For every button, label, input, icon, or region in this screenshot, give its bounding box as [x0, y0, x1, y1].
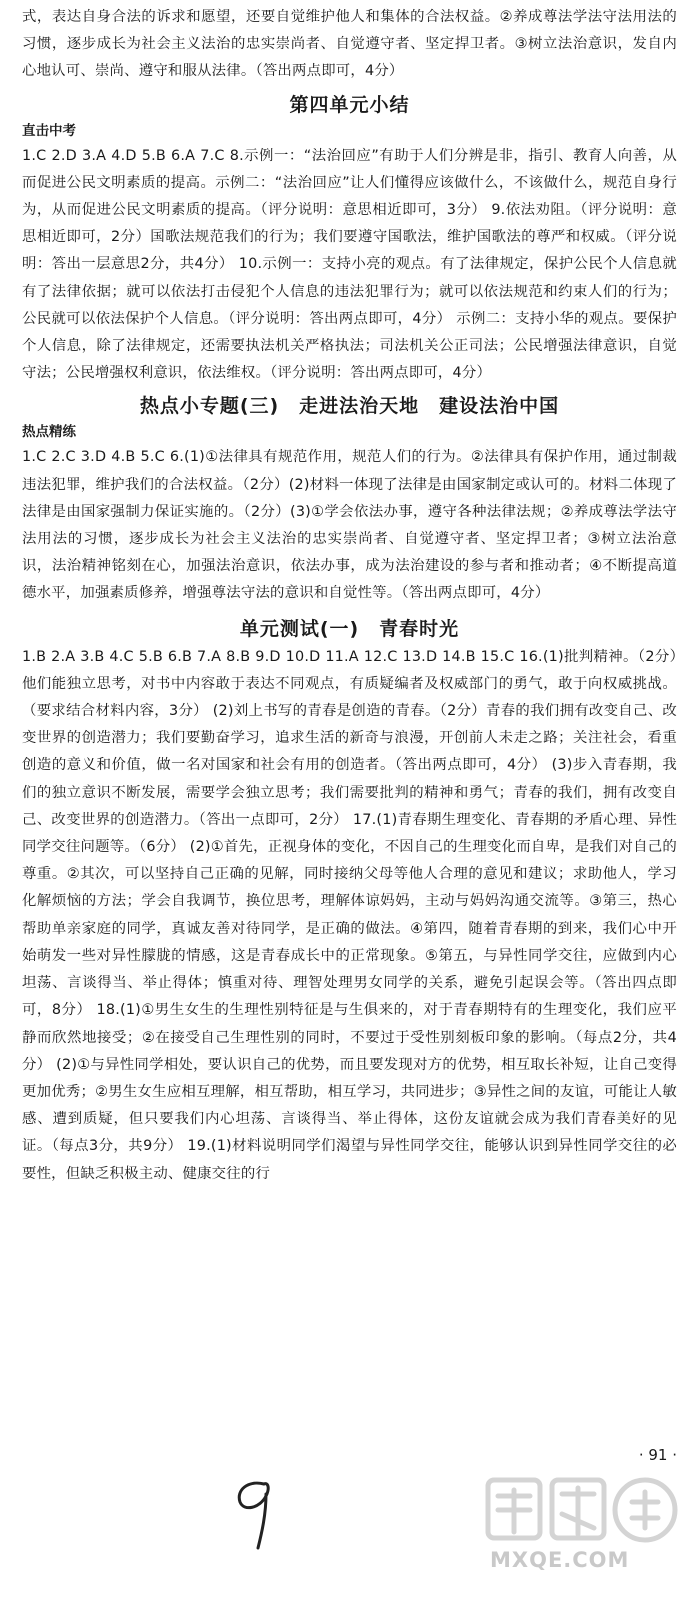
unit4-subheading: 直击中考 — [22, 122, 76, 139]
hotspot-subheading: 热点精练 — [22, 424, 76, 441]
handwritten-nine-icon — [226, 1474, 286, 1554]
watermark-logo — [480, 1470, 685, 1595]
answer-circle-logo-icon — [480, 1470, 685, 1550]
page-number: · 91 · — [638, 1446, 677, 1464]
hotspot-topic-title: 热点小专题(三) 走进法治天地 建设法治中国 — [139, 395, 560, 418]
unit-test-title: 单元测试(一) 青春时光 — [239, 617, 460, 640]
watermark-text: MXQE.COM — [490, 1548, 630, 1572]
unit4-summary-title: 第四单元小结 — [289, 93, 410, 116]
unit4-answers: 1.C 2.D 3.A 4.D 5.B 6.A 7.C 8.示例一：“法治回应”有助于人们分辨是非，指引、教育人向善，从而促进公民文明素质的提高。示例二：“法治回应”让人们懂得应该做什么，不该做什么，规范自身行为，从而促进公民文明素质的提高。（评分说明：意思相近即可，3分） 9.依法劝阻。（评分说明：意思相近即可，2分）国歌法规范我们的行为；我们要遵守国歌法，维护国歌法的尊严和权威。（评分说明：答出一层意思2分，共4分） 10.示例一：支持小亮的观点。有了法律规定，保护公民个人信息就有了法律依据；就可以依法打击侵犯个人信息的违法犯罪行为；就可以依法规范和约束人们的行为；公民就可以依法保护个人信息。（评分说明：答出两点即可，4分） 示例二：支持小华的观点。要保护个人信息，除了法律规定，还需要执法机关严格执法；司法机关公正司法；公民增强法律意识，自觉守法；公民增强权利意识，依法维权。（评分说明：答出两点即可，4分） — [22, 147, 677, 382]
unit-test-answers: 1.B 2.A 3.B 4.C 5.B 6.B 7.A 8.B 9.D 10.D 11.A 12.C 13.D 14.B 15.C 16.(1)批判精神。（2分）他们能独立思考，对书中内容敢于表达不同观点，有质疑编者及权威部门的勇气，敢于向权威挑战。（要求结合材料内容，3分） (2)刘上书写的青春是创造的青春。（2分）青春的我们拥有改变自己、改变世界的创造潜力；我们要勤奋学习，追求生活的新奇与浪漫，开创前人未走之路；关注社会，看重创造的意义和价值，做一名对国家和社会有用的创造者。（答出两点即可，4分） (3)步入青春期，我们的独立意识不断发展，需要学会独立思考；我们需要批判的精神和勇气；青春的我们，拥有改变自己、改变世界的创造潜力。（答出一点即可，2分） 17.(1)青春期生理变化、青春期的矛盾心理、异性同学交往问题等。（6分） (2)①首先，正视身体的变化，不因自己的生理变化而自卑，是我们对自己的尊重。②其次，可以坚持自己正确的见解，同时接纳父母等他人合理的意见和建议；求助他人，学习化解烦恼的方法；学会自我调节，换位思考，理解体谅妈妈，主动与妈妈沟通交流等。③第三，热心帮助单亲家庭的同学，真诚友善对待同学，是正确的做法。④第四，随着青春期的到来，我们心中开始萌发一些对异性朦胧的情感，这是青春成长中的正常现象。⑤第五，与异性同学交往，应做到内心坦荡、言谈得当、举止得体；慎重对待、理智处理男女同学的关系，避免引起误会等。（答出四点即可，8分） 18.(1)①男生女生的生理性别特征是与生俱来的，对于青春期特有的生理变化，我们应平静而欣然地接受；②在接受自己生理性别的同时，不要过于受性别刻板印象的影响。（每点2分，共4分） (2)①与异性同学相处，要认识自己的优势，而且要发现对方的优势，相互取长补短，让自己变得更加优秀；②男生女生应相互理解，相互帮助，相互学习，共同进步；③异性之间的友谊，可能让人敏感、遭到质疑，但只要我们内心坦荡、言谈得当、举止得体，这份友谊就会成为我们青春美好的见证。（每点3分，共9分） 19.(1)材料说明同学们渴望与异性同学交往，能够认识到异性同学交往的必要性，但缺乏积极主动、健康交往的行 — [22, 648, 677, 1182]
page-content — [22, 4, 677, 1188]
handwritten-mark — [226, 1474, 286, 1558]
intro-paragraph: 式，表达自身合法的诉求和愿望，还要自觉维护他人和集体的合法权益。②养成尊法学法守法用法的习惯，逐步成长为社会主义法治的忠实崇尚者、自觉遵守者、坚定捍卫者。③树立法治意识，发自内心地认可、崇尚、遵守和服从法律。（答出两点即可，4分） — [22, 9, 677, 80]
hotspot-answers: 1.C 2.C 3.D 4.B 5.C 6.(1)①法律具有规范作用，规范人们的行为。②法律具有保护作用，通过制裁违法犯罪，维护我们的合法权益。（2分）(2)材料一体现了法律是由国家制定或认可的。材料二体现了法律是由国家强制力保证实施的。（2分）(3)①学会依法办事，遵守各种法律法规；②养成尊法学法守法用法的习惯，逐步成长为社会主义法治的忠实崇尚者、自觉遵守者、坚定捍卫者；③树立法治意识，法治精神铭刻在心，加强法治意识，依法办事，成为法治建设的参与者和推动者；④不断提高道德水平，加强素质修养，增强尊法守法的意识和自觉性等。（答出两点即可，4分） — [22, 449, 677, 602]
